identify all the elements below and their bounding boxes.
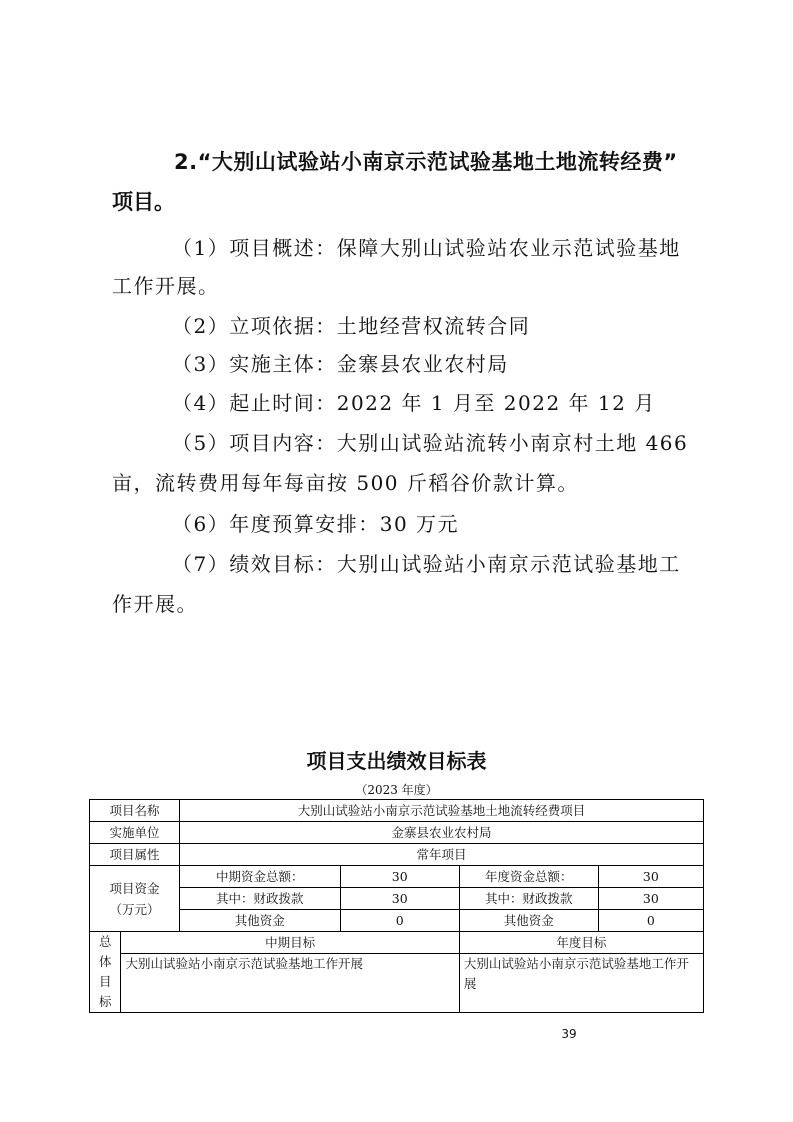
- mid-goal-header: 中期目标: [121, 932, 459, 954]
- paragraph-basis: （2）立项依据：土地经营权流转合同: [172, 314, 531, 338]
- goal-label-char: 总: [98, 934, 112, 949]
- paragraph-content-cont: 亩，流转费用每年每亩按 500 斤稻谷价款计算。: [112, 471, 579, 495]
- paragraph-period: （4）起止时间：2022 年 1 月至 2022 年 12 月: [172, 391, 656, 415]
- unit-value: 金寨县农业农村局: [180, 822, 704, 844]
- table-row: [90, 910, 704, 932]
- mid-total-value: 30: [340, 866, 459, 888]
- year-other-label: 其他资金: [459, 910, 598, 932]
- attribute-label: 项目属性: [90, 844, 180, 866]
- year-fiscal-label: 其中：财政拨款: [459, 888, 598, 910]
- funds-label: [90, 866, 180, 932]
- section-heading-continued: 项目。: [112, 190, 175, 214]
- project-name-value: 大别山试验站小南京示范试验基地土地流转经费项目: [180, 800, 704, 822]
- paragraph-content: （5）项目内容：大别山试验站流转小南京村土地 466: [172, 431, 689, 455]
- year-fiscal-value: 30: [598, 888, 703, 910]
- funds-label-line2: （万元）: [109, 901, 160, 917]
- mid-other-label: 其他资金: [180, 910, 341, 932]
- table-year: （2023 年度）: [355, 783, 438, 797]
- page-number: 39: [561, 1027, 577, 1041]
- table-row: [90, 822, 704, 844]
- mid-fiscal-label: 其中：财政拨款: [180, 888, 341, 910]
- performance-table: [89, 799, 704, 1013]
- goal-label-char: 目: [98, 974, 112, 989]
- table-row: [90, 954, 704, 1013]
- mid-goal-value: 大别山试验站小南京示范试验基地工作开展: [121, 954, 459, 1013]
- year-total-label: 年度资金总额：: [459, 866, 598, 888]
- paragraph-target-cont: 作开展。: [112, 592, 198, 616]
- year-goal-header: 年度目标: [459, 932, 703, 954]
- goal-label-char: 标: [98, 994, 112, 1009]
- paragraph-overview: （1）项目概述：保障大别山试验站农业示范试验基地: [172, 236, 681, 260]
- table-row: [90, 932, 704, 954]
- year-total-value: 30: [598, 866, 703, 888]
- mid-fiscal-value: 30: [340, 888, 459, 910]
- table-row: [90, 844, 704, 866]
- table-row: [90, 888, 704, 910]
- goal-label-char: 体: [98, 954, 112, 969]
- table-row: [90, 866, 704, 888]
- paragraph-implementer: （3）实施主体：金寨县农业农村局: [172, 352, 509, 376]
- section-heading: 2.“大别山试验站小南京示范试验基地土地流转经费”: [174, 150, 678, 174]
- year-goal-value: 大别山试验站小南京示范试验基地工作开展: [459, 954, 703, 1013]
- paragraph-overview-cont: 工作开展。: [112, 274, 220, 298]
- paragraph-budget: （6）年度预算安排：30 万元: [172, 512, 460, 536]
- funds-label-line1: 项目资金: [109, 880, 160, 896]
- unit-label: 实施单位: [90, 822, 180, 844]
- year-other-value: 0: [598, 910, 703, 932]
- table-title: 项目支出绩效目标表: [306, 749, 487, 773]
- table-row: [90, 800, 704, 822]
- mid-other-value: 0: [340, 910, 459, 932]
- mid-total-label: 中期资金总额：: [180, 866, 341, 888]
- attribute-value: 常年项目: [180, 844, 704, 866]
- overall-goal-label: [90, 932, 121, 1013]
- project-name-label: 项目名称: [90, 800, 180, 822]
- paragraph-target: （7）绩效目标：大别山试验站小南京示范试验基地工: [172, 552, 681, 576]
